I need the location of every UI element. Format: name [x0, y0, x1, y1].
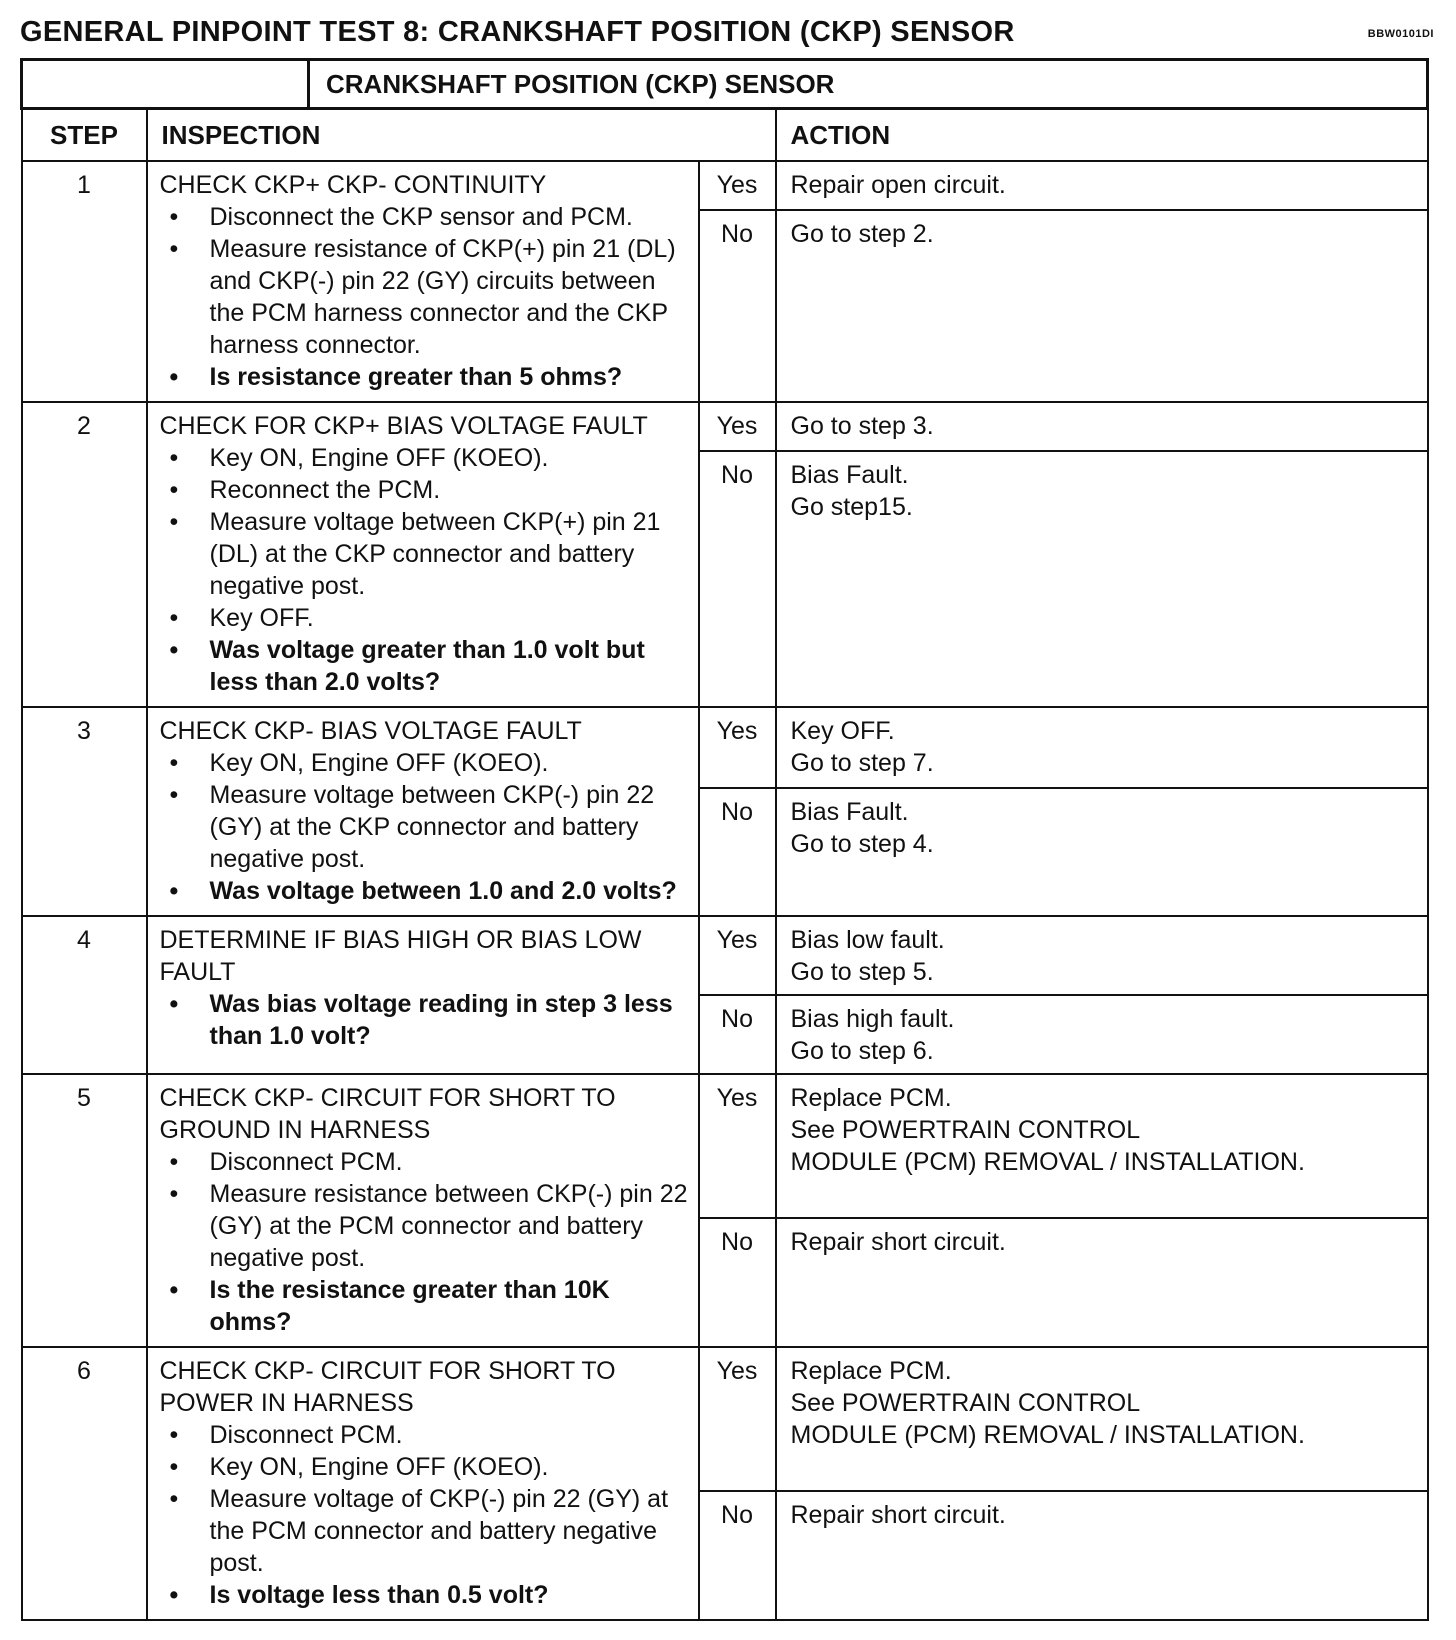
inspection-bullet: • Measure voltage of CKP(-) pin 22 (GY) at the PCM connector and battery negative post. — [160, 1483, 688, 1579]
table-corner-blank — [22, 60, 309, 109]
action-line: Go to step 2. — [790, 220, 934, 249]
inspection-bullet: • Measure resistance of CKP(+) pin 21 (DL) and CKP(-) pin 22 (GY) circuits between the PCM harness connector and the CKP harness connector. — [160, 233, 688, 361]
step-number: 6 — [22, 1347, 147, 1620]
yes-action — [776, 161, 1428, 210]
step-inspection — [147, 707, 699, 916]
no-label: No — [699, 995, 776, 1074]
action-line: Repair open circuit. — [790, 171, 1006, 199]
inspection-bullet: • Reconnect the PCM. — [160, 474, 688, 506]
no-action — [776, 995, 1428, 1074]
yes-action — [776, 707, 1428, 788]
yes-action — [776, 1347, 1428, 1491]
inspection-title: CHECK CKP- BIAS VOLTAGE FAULT — [159, 717, 582, 745]
action-line: MODULE (PCM) REMOVAL / INSTALLATION. — [790, 1421, 1305, 1449]
action-line: Replace PCM. — [790, 1084, 952, 1112]
no-action — [776, 210, 1428, 402]
inspection-title: CHECK CKP+ CKP- CONTINUITY — [159, 171, 547, 199]
step-row — [22, 402, 1428, 451]
step-inspection — [147, 161, 699, 402]
no-label: No — [699, 210, 776, 402]
step-number: 4 — [22, 916, 147, 1074]
header-action: ACTION — [776, 109, 1428, 162]
inspection-question: • Was bias voltage reading in step 3 less than 1.0 volt? — [160, 988, 688, 1052]
yes-label: Yes — [699, 1074, 776, 1218]
document-code: BBW0101DI — [1367, 28, 1434, 40]
no-action — [776, 451, 1428, 707]
inspection-bullet: • Key ON, Engine OFF (KOEO). — [160, 442, 688, 474]
action-line: See POWERTRAIN CONTROL — [790, 1389, 1141, 1417]
inspection-question: • Was voltage greater than 1.0 volt but less than 2.0 volts? — [160, 634, 688, 698]
header-inspection: INSPECTION — [147, 109, 776, 162]
no-action — [776, 1491, 1428, 1620]
inspection-bullet: • Measure voltage between CKP(-) pin 22 (GY) at the CKP connector and battery negative post. — [160, 779, 688, 875]
no-label: No — [699, 1491, 776, 1620]
step-inspection — [147, 916, 699, 1074]
no-action — [776, 788, 1428, 916]
action-line: Go to step 4. — [790, 830, 934, 859]
action-line: See POWERTRAIN CONTROL — [790, 1116, 1141, 1144]
action-line: Bias low fault. — [790, 926, 945, 954]
inspection-title: CHECK CKP- CIRCUIT FOR SHORT TO POWER IN HARNESS — [159, 1357, 616, 1417]
inspection-bullet: • Disconnect PCM. — [160, 1146, 688, 1178]
header-step: STEP — [22, 109, 147, 162]
step-number: 1 — [22, 161, 147, 402]
action-line: Go to step 7. — [790, 749, 934, 777]
yes-label: Yes — [699, 916, 776, 995]
yes-action — [776, 1074, 1428, 1218]
step-number: 5 — [22, 1074, 147, 1347]
table-body — [22, 161, 1428, 1620]
yes-label: Yes — [699, 707, 776, 788]
no-action — [776, 1218, 1428, 1347]
action-line: Repair short circuit. — [790, 1227, 1006, 1256]
inspection-question: • Is the resistance greater than 10K ohms? — [160, 1274, 688, 1338]
inspection-bullet: • Measure resistance between CKP(-) pin 22 (GY) at the PCM connector and battery negative post. — [160, 1178, 688, 1274]
yes-action — [776, 916, 1428, 995]
step-row — [22, 1074, 1428, 1218]
inspection-bullet: • Disconnect PCM. — [160, 1419, 688, 1451]
action-line: Go to step 3. — [790, 412, 934, 440]
inspection-bullet: • Key ON, Engine OFF (KOEO). — [160, 747, 688, 779]
step-inspection — [147, 1074, 699, 1347]
inspection-question: • Is resistance greater than 5 ohms? — [160, 361, 688, 393]
action-line: Go to step 6. — [790, 1037, 934, 1065]
action-line: Replace PCM. — [790, 1357, 952, 1385]
yes-label: Yes — [699, 402, 776, 451]
step-row — [22, 161, 1428, 210]
inspection-bullet: • Key OFF. — [160, 602, 688, 634]
step-inspection — [147, 1347, 699, 1620]
inspection-question: • Was voltage between 1.0 and 2.0 volts? — [160, 875, 688, 907]
yes-label: Yes — [699, 1347, 776, 1491]
action-line: Bias high fault. — [790, 1005, 955, 1033]
action-line: Repair short circuit. — [790, 1500, 1006, 1529]
inspection-title: DETERMINE IF BIAS HIGH OR BIAS LOW FAULT — [159, 926, 642, 986]
inspection-title: CHECK FOR CKP+ BIAS VOLTAGE FAULT — [159, 412, 648, 440]
step-row — [22, 916, 1428, 995]
yes-action — [776, 402, 1428, 451]
step-row — [22, 1347, 1428, 1491]
action-line: Key OFF. — [790, 717, 895, 745]
step-number: 3 — [22, 707, 147, 916]
action-line: Go to step 5. — [790, 958, 934, 986]
inspection-bullet: • Disconnect the CKP sensor and PCM. — [160, 201, 688, 233]
action-line: Bias Fault. — [790, 798, 909, 827]
yes-label: Yes — [699, 161, 776, 210]
action-line: Go step15. — [790, 492, 913, 521]
step-number: 2 — [22, 402, 147, 707]
step-inspection — [147, 402, 699, 707]
no-label: No — [699, 451, 776, 707]
inspection-bullet: • Key ON, Engine OFF (KOEO). — [160, 1451, 688, 1483]
page-title: GENERAL PINPOINT TEST 8: CRANKSHAFT POSITION (CKP) SENSOR — [20, 16, 1015, 48]
no-label: No — [699, 1218, 776, 1347]
inspection-question: • Is voltage less than 0.5 volt? — [160, 1579, 688, 1611]
pinpoint-test-table — [20, 58, 1429, 1621]
inspection-bullet: • Measure voltage between CKP(+) pin 21 (DL) at the CKP connector and battery negative post. — [160, 506, 688, 602]
action-line: Bias Fault. — [790, 460, 909, 489]
inspection-title: CHECK CKP- CIRCUIT FOR SHORT TO GROUND IN HARNESS — [159, 1084, 616, 1144]
table-title: CRANKSHAFT POSITION (CKP) SENSOR — [309, 60, 1428, 109]
step-row — [22, 707, 1428, 788]
action-line: MODULE (PCM) REMOVAL / INSTALLATION. — [790, 1148, 1305, 1176]
no-label: No — [699, 788, 776, 916]
